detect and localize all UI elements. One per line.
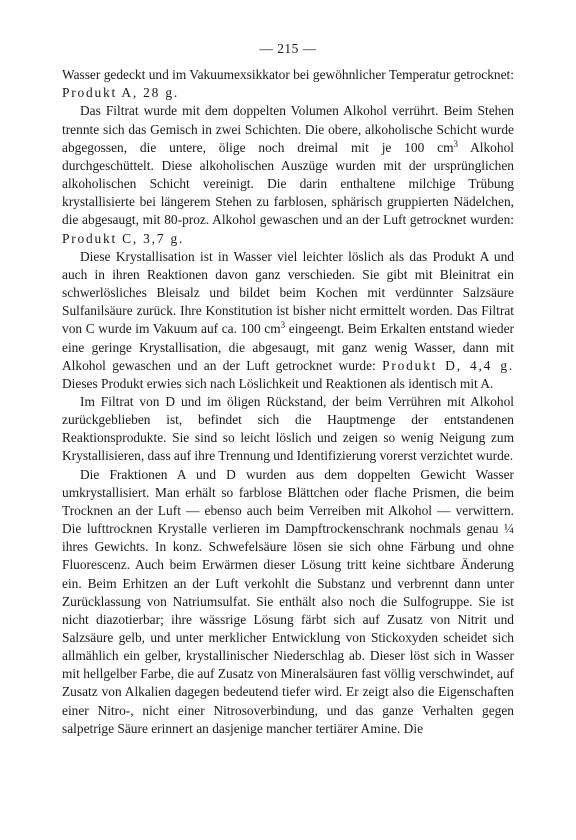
paragraph-3-text-start: Diese Krystallisation ist in Wasser viel leichter löslich als das Produkt A und auch in ihren Reaktionen davon ganz verschieden. Sie gibt mit Bleinitrat ein schwerlösliches Bleisalz und bildet beim Kochen mit verdünnter Salzsäure Sulfanilsäure zurück. Ihre Konstitution ist bisher nicht ermittelt worden. Das Filtrat von C wurde im Vakuum auf ca. 100 cm xyxy=(62,248,514,337)
cubic-superscript: 3 xyxy=(280,320,286,331)
paragraph-1-text: Wasser gedeckt und im Vakuumexsikkator bei gewöhnlicher Temperatur getrocknet: xyxy=(62,67,514,83)
paragraph-2-text-start: Das Filtrat wurde mit dem doppelten Volumen Alkohol verrührt. Beim Stehen trennte sich das Gemisch in zwei Schichten. Die obere, alkoholische Schicht wurde abgegossen, die untere, ölige noch dreimal mit je 100 cm xyxy=(62,103,514,155)
paragraph-3-text-end: Dieses Produkt erwies sich nach Löslichkeit und Reaktionen als identisch mit A. xyxy=(62,375,494,391)
paragraph-2 xyxy=(62,102,514,247)
document-page xyxy=(62,40,514,738)
product-c-label: Produkt C, 3,7 g. xyxy=(62,230,185,246)
product-a-label: Produkt A, 28 g. xyxy=(62,85,179,101)
product-d-label: Produkt D, 4,4 g. xyxy=(382,357,514,373)
paragraph-2-text-middle: Alkohol durchgeschüttelt. Diese alkoholischen Auszüge wurden mit der ursprünglichen alkoholischen Schicht vereinigt. Die darin enthaltene milchige Trübung krystallisierte bei längerem Stehen zu farblosen, sphärisch gruppierten Nädelchen, die abgesaugt, mit 80-proz. Alkohol gewaschen und an der Luft getrocknet wurden: xyxy=(62,139,514,228)
page-number: — 215 — xyxy=(259,41,317,56)
paragraph-4: Im Filtrat von D und im öligen Rückstand, der beim Verrühren mit Alkohol zurückgeblieben ist, befindet sich die Hauptmenge der entstandenen Reaktionsprodukte. Sie sind so leicht löslich und zeigen so wenig Neigung zum Krystallisieren, dass auf ihre Trennung und Identifizierung vorerst verzichtet wurde. xyxy=(62,393,514,464)
paragraph-3 xyxy=(62,248,514,393)
paragraph-1 xyxy=(62,66,514,102)
paragraph-5: Die Fraktionen A und D wurden aus dem doppelten Gewicht Wasser umkrystallisiert. Man erhält so farblose Blättchen oder flache Prismen, die beim Trocknen an der Luft — ebenso auch beim Verreiben mit Alkohol — verwittern. Die lufttrocknen Krystalle verlieren im Dampftrockenschrank nochmals genau ¼ ihres Gewichts. In konz. Schwefelsäure lösen sie sich ohne Färbung und ohne Fluorescenz. Auch beim Erwärmen dieser Lösung tritt keine sichtbare Änderung ein. Beim Erhitzen an der Luft verkohlt die Substanz und verbrennt dann unter Zurücklassung von Natriumsulfat. Sie enthält also noch die Sulfogruppe. Sie ist nicht diazotierbar; ihre wässrige Lösung färbt sich auf Zusatz von Nitrit und Salzsäure gelb, und unter merklicher Entwicklung von Stickoxyden scheidet sich allmählich ein gelber, krystallinischer Niederschlag ab. Dieser löst sich in Wasser mit hellgelber Farbe, die auf Zusatz von Mineralsäuren fast völlig verschwindet, auf Zusatz von Alkalien dagegen bedeutend tiefer wird. Er zeigt also die Eigenschaften einer Nitro-, nicht einer Nitrosoverbindung, und das ganze Verhalten gegen salpetrige Säure erinnert an dasjenige mancher tertiärer Amine. Die xyxy=(62,466,514,736)
paragraph-3-text-middle: eingeengt. Beim Erkalten entstand wieder eine geringe Krystallisation, die abgesaugt, mit ganz wenig Wasser, dann mit Alkohol gewaschen und an der Luft getrocknet wurde: xyxy=(62,321,514,373)
cubic-superscript: 3 xyxy=(453,138,458,149)
